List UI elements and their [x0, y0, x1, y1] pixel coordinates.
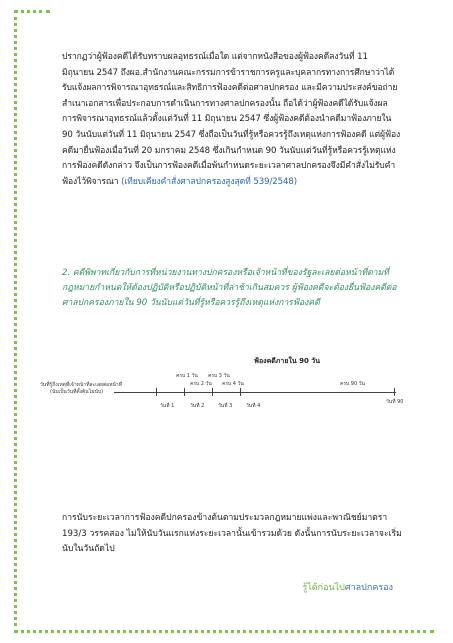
footer-part-2: ศาลปกครอง [344, 583, 393, 593]
diagram-day-label: วันที่ 2 [190, 403, 205, 409]
timeline-diagram [40, 348, 416, 418]
paragraph-3: การนับระยะเวลาการฟ้องคดีปกครองข้างต้นตามประมวลกฎหมายแพ่งและพาณิชย์มาตรา 193/3 วรรคสอง ไม่ให้นับวันแรกแห่งระยะเวลานั้นเข้ารวมด้วย ดังนั้นการนับระยะเวลาจะเริ่มนับในวันถัดไป [62, 513, 402, 555]
page-border-top [14, 10, 50, 16]
reference-citation: (เทียบเคียงคำสั่งศาลปกครองสูงสุดที่ 539/2548) [121, 176, 297, 187]
timeline-tick [156, 388, 157, 396]
diagram-day-label: วันที่ 1 [160, 403, 175, 409]
timeline-tick [212, 388, 213, 396]
diagram-day-label: วันที่ 3 [218, 403, 233, 409]
diagram-day-label: วันที่ 4 [246, 403, 261, 409]
diagram-top-label: ครบ 90 วัน [340, 381, 365, 387]
footer-brand [302, 580, 393, 594]
diagram-left-label-note: (นับเป็นวันที่ตั้งต้นไม่นับ) [50, 389, 104, 395]
diagram-end-label: วันที่ 90 [386, 399, 404, 405]
diagram-left-label: วันที่รู้ถึงเหตุที่เจ้าหน้าที่ละเลยต่อหน้าที่ [40, 382, 123, 388]
footer-part-1: รู้ได้ก่อนไป [302, 583, 345, 593]
timeline-tick [240, 388, 241, 396]
diagram-top-label: ครบ 1 วัน [176, 373, 198, 379]
diagram-top-label: ครบ 4 วัน [222, 381, 244, 387]
paragraph-2: 2. คดีพิพาทเกี่ยวกับการที่หน่วยงานทางปกครองหรือเจ้าหน้าที่ของรัฐละเลยต่อหน้าที่ตามที่กฎหมายกำหนดให้ต้องปฏิบัติหรือปฏิบัติหน้าที่ล่าช้าเกินสมควร ผู้ฟ้องคดีจะต้องยื่นฟ้องคดีต่อศาลปกครองภายใน 90 วันนับแต่วันที่รู้หรือควรรู้ถึงเหตุแห่งการฟ้องคดี [62, 268, 397, 308]
diagram-top-label: ครบ 2 วัน [190, 381, 212, 387]
timeline-tick [184, 388, 185, 396]
paragraph-1 [62, 50, 402, 190]
paragraph-1-text: ปรากฏว่าผู้ฟ้องคดีได้รับทราบผลอุทธรณ์เมื่อใด แต่จากหนังสือของผู้ฟ้องคดีลงวันที่ 11 มิถุนายน 2547 ถึงผอ.สำนักงานคณะกรรมการข้าราชการครูและบุคลากรทางการศึกษาว่าได้รับแจ้งผลการพิจารณาอุทธรณ์และสิทธิการฟ้องคดีต่อศาลปกครอง และมีความประสงค์ขอถ่ายสำเนาเอกสารเพื่อประกอบการดำเนินการทางศาลปกครองนั้น ถือได้ว่าผู้ฟ้องคดีได้รับแจ้งผลการพิจารณาอุทธรณ์แล้วตั้งแต่วันที่ 11 มิถุนายน 2547 ซึ่งผู้ฟ้องคดีต้องนำคดีมาฟ้องภายใน 90 วันนับแต่วันที่ 11 มิถุนายน 2547 ซึ่งถือเป็นวันที่รู้หรือควรรู้ถึงเหตุแห่งการฟ้องคดี แต่ผู้ฟ้องคดีมายื่นฟ้องเมื่อวันที่ 20 มกราคม 2548 ซึ่งเกินกำหนด 90 วันนับแต่วันที่รู้หรือควรรู้เหตุแห่งการฟ้องคดีดังกล่าว จึงเป็นการฟ้องคดีเมื่อพ้นกำหนดระยะเวลาศาลปกครองจึงมีคำสั่งไม่รับคำฟ้องไว้พิจารณา [62, 52, 401, 187]
diagram-top-label: ครบ 3 วัน [208, 373, 230, 379]
timeline-tick [394, 388, 395, 396]
diagram-title: ฟ้องคดีภายใน 90 วัน [254, 357, 320, 365]
